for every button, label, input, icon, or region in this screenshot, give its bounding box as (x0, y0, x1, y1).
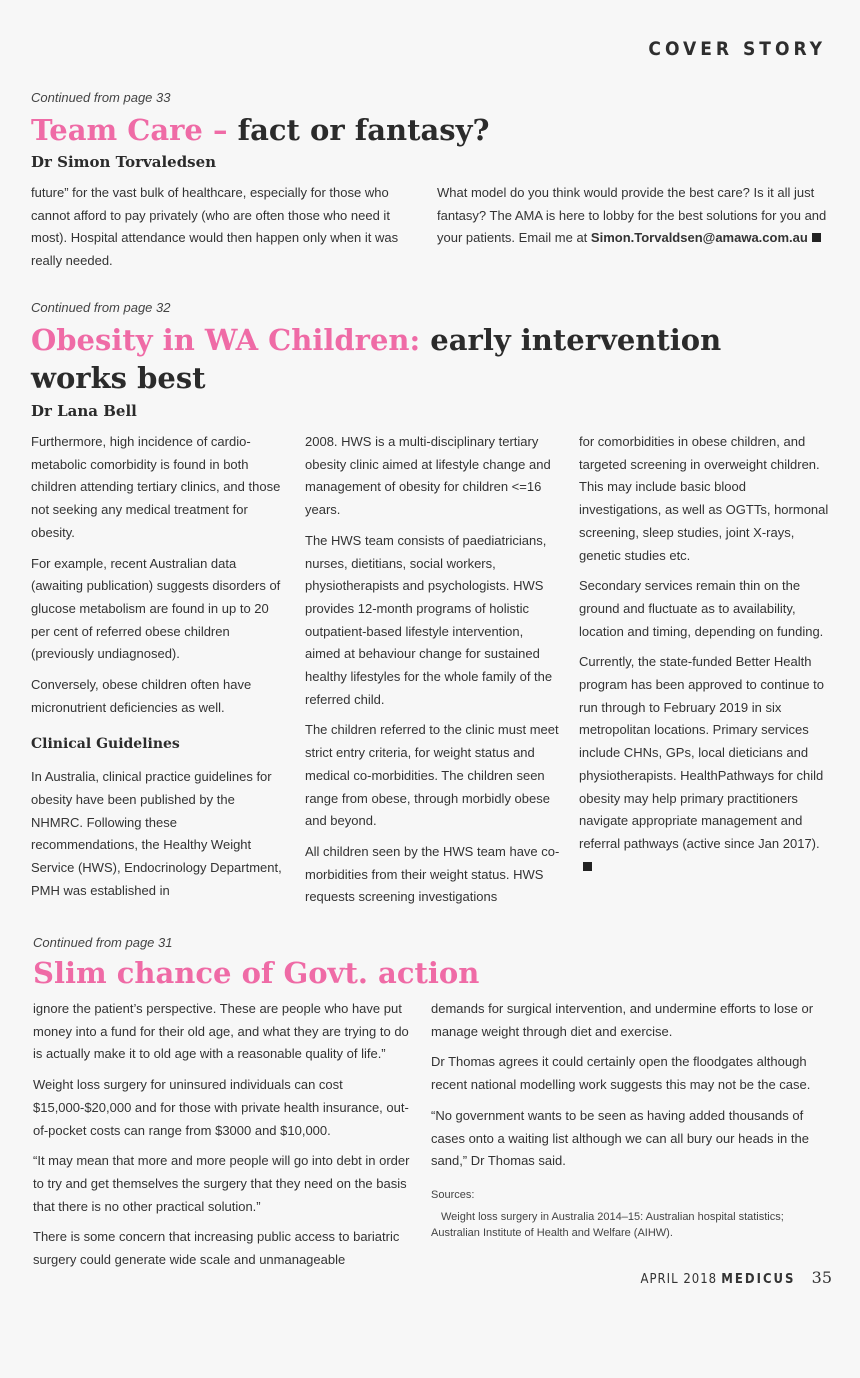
paragraph: Conversely, obese children often have micronutrient deficiencies as well. (31, 677, 252, 715)
end-mark-icon (812, 233, 821, 242)
paragraph: for comorbidities in obese children, and targeted screening in overweight children. This may include basic blood investigations, as well as OGTTs, hormonal screening, sleep studies, joint X-rays, genetic studies etc. (579, 434, 829, 563)
article-column (579, 431, 831, 886)
paragraph: The HWS team consists of paediatricians, nurses, dietitians, social workers, physiotherapists and psychologists. HWS provides 12-month programs of holistic outpatient-based lifestyle intervention, aimed at behaviour change for sustained healthy lifestyles for the whole family of the referred child. (305, 532, 553, 707)
paragraph: ignore the patient’s perspective. These are people who have put money into a fund for their old age, and what they are trying to do is actually make it to old age with a reasonable quality of life.” (33, 1001, 409, 1062)
article-column (431, 998, 821, 1241)
article-column (31, 182, 416, 281)
author-byline: Dr Lana Bell (31, 402, 137, 420)
paragraph: demands for surgical intervention, and undermine efforts to lose or manage weight through diet and exercise. (431, 1001, 814, 1039)
author-byline: Dr Simon Torvaledsen (31, 153, 217, 171)
paragraph: Dr Thomas agrees it could certainly open the floodgates although recent national modelling work suggests this may not be the case. (431, 1054, 811, 1093)
paragraph: In Australia, clinical practice guidelines for obesity have been published by the NHMRC. Following these recommendations, the Healthy Weight Service (HWS), Endocrinology Department, PMH was established in (31, 769, 282, 898)
email-link[interactable]: Simon.Torvaldsen@amawa.com.au (590, 230, 808, 246)
paragraph: 2008. HWS is a multi-disciplinary tertiary obesity clinic aimed at lifestyle change and management of obesity for children <=16 years. (305, 434, 551, 518)
paragraph: Weight loss surgery for uninsured individuals can cost $15,000-$20,000 and for those with private health insurance, out-of-pocket costs can range from $3000 and $10,000. (33, 1077, 409, 1138)
page-footer (640, 1268, 832, 1287)
sources-label: Sources: (431, 1188, 475, 1201)
title-highlight: Obesity in WA Children: (31, 323, 421, 357)
title-rest: fact or fantasy? (237, 113, 490, 147)
paragraph (579, 651, 831, 878)
paragraph: future” for the vast bulk of healthcare, especially for those who cannot afford to pay privately (who are often those who need it most). Hospital attendance would then happen only when it was really needed. (31, 185, 399, 269)
paragraph: “It may mean that more and more people will go into debt in order to try and get themselves the surgery that they need on the basis that there is no other practical solution.” (33, 1153, 410, 1214)
page-number: 35 (811, 1268, 832, 1287)
article-title (31, 321, 821, 397)
paragraph (437, 182, 829, 250)
subheading: Clinical Guidelines (31, 736, 180, 753)
paragraph: The children referred to the clinic must meet strict entry criteria, for weight status and medical co-morbidities. The children seen range from obese, through morbidly obese and beyond. (305, 722, 559, 829)
article-column (305, 431, 561, 917)
sources-block (431, 1187, 821, 1241)
paragraph: All children seen by the HWS team have co-morbidities from their weight status. HWS requests screening investigations (305, 843, 560, 905)
title-rest: early intervention works best (31, 323, 722, 395)
paragraph-text: What model do you think would provide the best care? Is it all just fantasy? The AMA is here to lobby for the best solutions for you and your patients. Email me at (437, 185, 827, 246)
paragraph: “No government wants to be seen as having added thousands of cases onto a waiting list although we can all bury our heads in the sand,” Dr Thomas said. (431, 1107, 809, 1169)
continued-note: Continued from page 33 (31, 90, 171, 105)
paragraph: There is some concern that increasing public access to bariatric surgery could generate wide scale and unmanageable (33, 1229, 400, 1268)
section-label: COVER STORY (648, 38, 826, 60)
paragraph-text: Currently, the state-funded Better Health program has been approved to continue to run through to February 2019 in six metropolitan locations. Primary services include CHNs, GPs, local dieticians and physiotherapists. HealthPathways for child obesity may help primary practitioners navigate appropriate management and referral pathways (active since Jan 2017). (579, 654, 825, 851)
sources-text: Weight loss surgery in Australia 2014–15: Australian hospital statistics; Australian Institute of Health and Welfare (AIHW). (431, 1210, 784, 1239)
title-highlight: Team Care – (31, 113, 228, 147)
article-title: Slim chance of Govt. action (33, 956, 480, 990)
paragraph: Secondary services remain thin on the ground and fluctuate as to availability, location and timing, depending on funding. (579, 578, 824, 639)
article-title (31, 111, 489, 149)
paragraph: Furthermore, high incidence of cardio-metabolic comorbidity is found in both children attending tertiary clinics, and those not seeking any medical treatment for obesity. (31, 434, 281, 540)
issue-date: APRIL 2018 (640, 1272, 718, 1287)
article-column (31, 431, 285, 910)
continued-note: Continued from page 32 (31, 300, 171, 315)
magazine-name: MEDICUS (721, 1272, 796, 1287)
end-mark-icon (583, 862, 592, 871)
article-column (437, 182, 829, 258)
article-column (33, 998, 413, 1280)
paragraph: For example, recent Australian data (awaiting publication) suggests disorders of glucose metabolism are found in up to 20 per cent of referred obese children (previously undiagnosed). (31, 555, 281, 662)
continued-note: Continued from page 31 (33, 935, 173, 950)
